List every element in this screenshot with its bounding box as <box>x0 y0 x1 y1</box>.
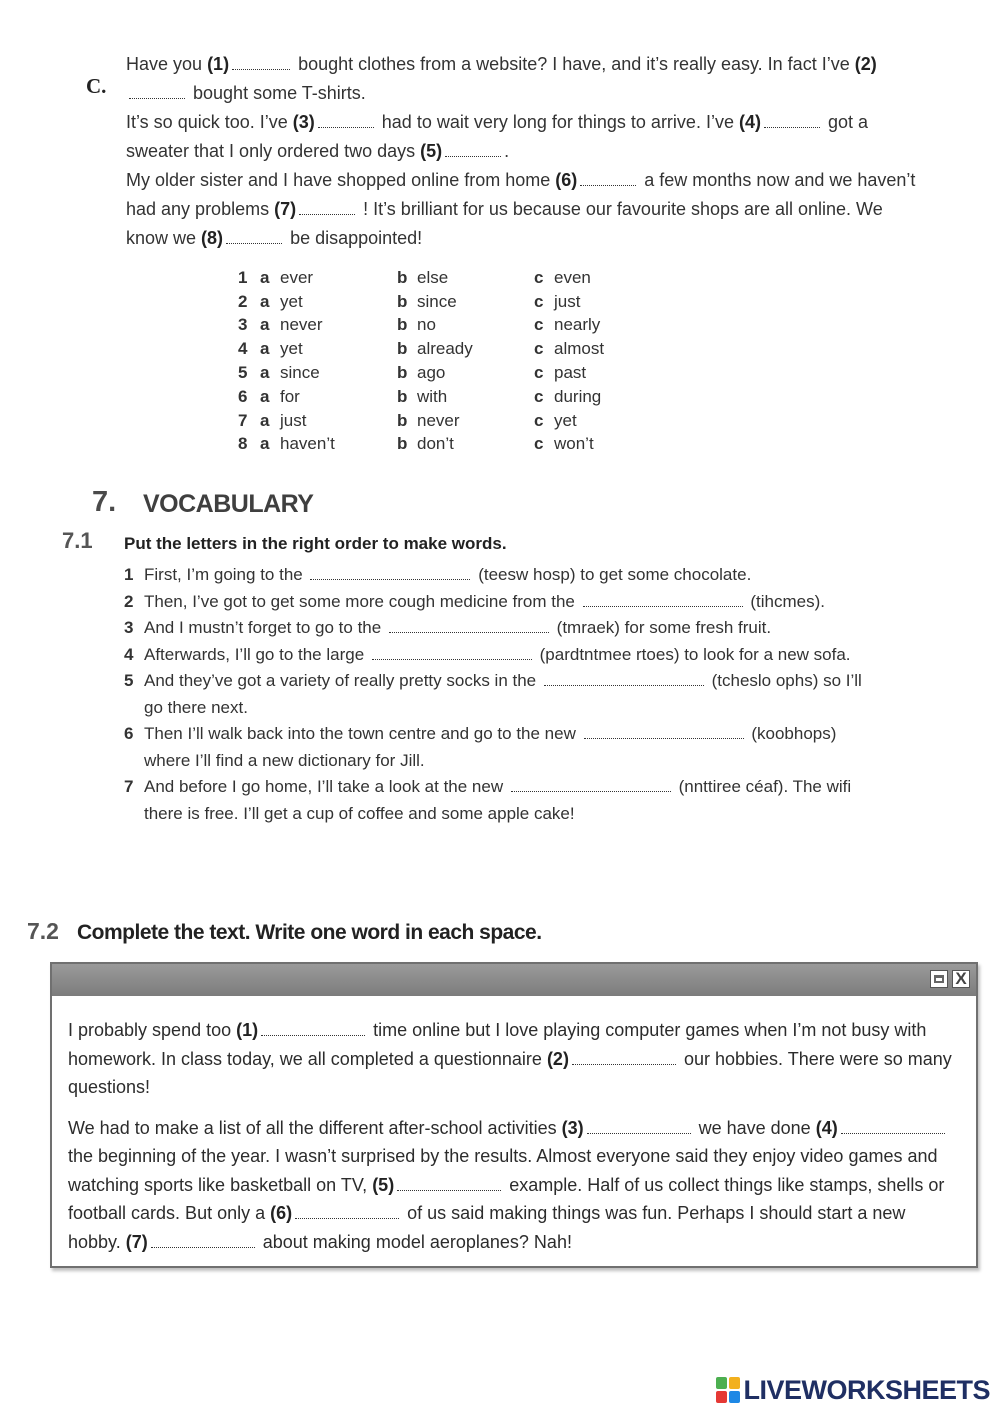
option-number: 1 <box>238 267 248 287</box>
gap-blank-6[interactable] <box>580 171 636 186</box>
text-window <box>50 962 978 1268</box>
text-gap-4[interactable] <box>841 1119 945 1134</box>
options-table <box>238 266 654 456</box>
word-gap[interactable] <box>310 565 470 580</box>
option-letter: c <box>534 410 544 430</box>
item-text-after: (tihcmes). <box>750 591 825 611</box>
word-gap[interactable] <box>372 645 532 660</box>
item-number: 7 <box>124 777 134 796</box>
option-number: 5 <box>238 363 248 383</box>
vocabulary-item <box>124 721 884 774</box>
option-a[interactable]: haven’t <box>280 434 335 454</box>
item-text <box>144 562 884 589</box>
section-c-paragraph-3: My older sister and I have shopped online from home (6) a few months now and we haven’t had any problems (7) ! It’s brilliant for us because our favourite shops are all online. We know we (8) be disappointed! <box>126 170 916 248</box>
option-letter: b <box>397 315 408 335</box>
option-letter: a <box>260 363 270 383</box>
option-b[interactable]: don’t <box>417 434 454 454</box>
item-text-before: Then, I’ve got to get some more cough medicine from the <box>144 591 575 611</box>
window-paragraph-2: We had to make a list of all the different after-school activities (3) we have done (4) the beginning of the year. I wasn’t surprised by the results. Almost everyone said they enjoy video games and watching sports like basketball on TV, (5) example. Half of us collect things like stamps, shells or football cards. But only a (6) of us said making things was fun. Perhaps I should start a new hobby. (7) about making model aeroplanes? Nah! <box>68 1117 945 1252</box>
option-letter: b <box>397 386 408 406</box>
word-gap[interactable] <box>584 724 744 739</box>
option-letter: c <box>534 363 544 383</box>
word-gap[interactable] <box>511 777 671 792</box>
gap-number: (2) <box>546 1048 569 1069</box>
window-paragraph-1: I probably spend too (1) time online but I love playing computer games when I’m not busy with homework. In class today, we all completed a questionnaire (2) our hobbies. There were so many questions! <box>68 1020 952 1097</box>
vocabulary-item <box>124 642 884 669</box>
option-letter: c <box>534 291 544 311</box>
item-text <box>144 589 884 616</box>
item-number: 3 <box>124 618 134 637</box>
window-text <box>68 1016 958 1256</box>
item-number: 1 <box>124 565 134 584</box>
option-a[interactable]: yet <box>280 291 303 311</box>
gap-number: (3) <box>292 112 315 132</box>
option-letter: b <box>397 267 408 287</box>
item-text-after: (nnttiree céaf). The wifi there is free. I’ll get a cup of coffee and some apple cake! <box>144 777 852 823</box>
section-7-title: VOCABULARY <box>143 490 314 518</box>
option-letter: a <box>260 410 270 430</box>
text-gap-7[interactable] <box>151 1233 255 1248</box>
option-b[interactable]: since <box>417 291 457 311</box>
word-gap[interactable] <box>583 592 743 607</box>
option-row <box>238 314 654 338</box>
item-text-after: (teesw hosp) to get some chocolate. <box>478 565 752 584</box>
option-b[interactable]: ago <box>417 363 446 383</box>
option-letter: a <box>260 339 270 359</box>
option-a[interactable]: for <box>280 386 300 406</box>
option-letter: a <box>260 267 270 287</box>
gap-blank-8[interactable] <box>226 229 282 244</box>
option-number: 8 <box>238 434 248 454</box>
option-a[interactable]: never <box>280 315 323 335</box>
vocabulary-item <box>124 562 884 589</box>
option-row <box>238 385 654 409</box>
option-letter: c <box>534 267 544 287</box>
item-text <box>144 668 884 721</box>
option-c[interactable]: won’t <box>554 434 594 454</box>
item-text-before: Afterwards, I’ll go to the large <box>144 644 365 664</box>
section-c-label: C. <box>86 74 107 98</box>
option-number: 3 <box>238 315 248 335</box>
section-7-number: 7. <box>92 486 117 518</box>
option-letter: a <box>260 315 270 335</box>
item-text-after: (tcheslo ophs) so I’ll go there next. <box>144 671 862 717</box>
option-letter: b <box>397 339 408 359</box>
option-c[interactable]: past <box>554 363 587 383</box>
text-gap-2[interactable] <box>572 1050 676 1065</box>
text-gap-6[interactable] <box>295 1204 399 1219</box>
item-text-before: First, I’m going to the <box>144 565 303 584</box>
text-gap-3[interactable] <box>587 1119 691 1134</box>
option-letter: a <box>260 291 270 311</box>
gap-blank-2[interactable] <box>129 84 185 99</box>
gap-number: (8) <box>201 228 224 248</box>
option-letter: b <box>397 363 408 383</box>
logo-icon <box>716 1377 740 1403</box>
vocabulary-item <box>124 668 884 721</box>
gap-number: (4) <box>738 112 761 132</box>
option-letter: b <box>397 434 408 454</box>
item-text <box>144 615 884 642</box>
item-text-before: Then I’ll walk back into the town centre and go to the new <box>144 724 576 743</box>
option-c[interactable]: during <box>554 386 602 406</box>
item-text-after: (tmraek) for some fresh fruit. <box>556 618 772 637</box>
text-gap-1[interactable] <box>261 1021 365 1036</box>
option-c[interactable]: nearly <box>554 315 601 335</box>
text-gap-5[interactable] <box>397 1176 501 1191</box>
item-text-after: (pardtntmee rtoes) to look for a new sofa. <box>539 644 851 664</box>
item-text-before: And they’ve got a variety of really pretty socks in the <box>144 671 537 690</box>
option-a[interactable]: yet <box>280 339 303 359</box>
liveworksheets-logo <box>716 1372 990 1408</box>
option-letter: c <box>534 386 544 406</box>
item-text-before: And before I go home, I’ll take a look at the new <box>144 777 504 796</box>
gap-blank-1[interactable] <box>232 55 290 70</box>
option-c[interactable]: even <box>554 267 591 287</box>
exercise-7-2-number: 7.2 <box>27 918 59 944</box>
vocabulary-item <box>124 615 884 642</box>
option-b[interactable]: already <box>417 339 473 359</box>
option-letter: a <box>260 386 270 406</box>
option-row <box>238 266 654 290</box>
exercise-7-1-number: 7.1 <box>62 528 93 553</box>
option-b[interactable]: never <box>417 410 460 430</box>
gap-blank-4[interactable] <box>764 113 820 128</box>
exercise-7-1-instruction: Put the letters in the right order to make words. <box>124 534 507 553</box>
option-row <box>238 409 654 433</box>
item-number: 6 <box>124 724 134 743</box>
option-c[interactable]: just <box>554 291 581 311</box>
option-row <box>238 290 654 314</box>
item-text-after: (koobhops) where I’ll find a new dictionary for Jill. <box>144 724 837 770</box>
gap-number: (3) <box>561 1117 584 1138</box>
maximize-icon[interactable] <box>930 970 948 988</box>
gap-number: (7) <box>274 199 297 219</box>
word-gap[interactable] <box>389 618 549 633</box>
option-b[interactable]: no <box>417 315 436 335</box>
option-b[interactable]: else <box>417 267 449 287</box>
vocabulary-item <box>124 774 884 827</box>
option-letter: c <box>534 339 544 359</box>
item-text <box>144 774 884 827</box>
gap-number: (1) <box>236 1020 259 1040</box>
item-number: 2 <box>124 591 134 611</box>
gap-blank-7[interactable] <box>299 200 355 215</box>
option-row <box>238 337 654 361</box>
gap-number: (7) <box>125 1231 148 1252</box>
option-number: 7 <box>238 410 248 430</box>
option-row <box>238 433 654 457</box>
option-letter: a <box>260 434 270 454</box>
option-letter: b <box>397 291 408 311</box>
option-letter: b <box>397 410 408 430</box>
item-text <box>144 642 884 669</box>
option-number: 6 <box>238 386 248 406</box>
gap-number: (1) <box>207 54 230 74</box>
option-letter: c <box>534 315 544 335</box>
item-text-before: And I mustn’t forget to go to the <box>144 618 382 637</box>
section-c-paragraph-1: Have you (1) bought clothes from a website? I have, and it’s really easy. In fact I’ve (2) bought some T-shirts. <box>126 54 877 103</box>
item-number: 4 <box>124 644 134 664</box>
vocabulary-item <box>124 589 884 616</box>
option-number: 4 <box>238 339 248 359</box>
window-title-bar <box>52 964 976 996</box>
gap-blank-5[interactable] <box>445 142 501 157</box>
section-c-text <box>126 50 926 253</box>
item-text <box>144 721 884 774</box>
gap-blank-3[interactable] <box>318 113 374 128</box>
option-number: 2 <box>238 291 248 311</box>
gap-number: (5) <box>372 1174 395 1195</box>
gap-number: (4) <box>815 1117 838 1138</box>
word-gap[interactable] <box>544 671 704 686</box>
item-number: 5 <box>124 671 134 690</box>
gap-number: (5) <box>420 141 443 161</box>
option-row <box>238 361 654 385</box>
close-icon[interactable]: X <box>952 970 970 988</box>
logo-text: LIVEWORKSHEETS <box>743 1374 990 1405</box>
option-a[interactable]: since <box>280 363 320 383</box>
option-a[interactable]: ever <box>280 267 314 287</box>
gap-number: (2) <box>854 54 877 74</box>
option-letter: c <box>534 434 544 454</box>
option-c[interactable]: almost <box>554 339 605 359</box>
option-c[interactable]: yet <box>554 410 577 430</box>
option-a[interactable]: just <box>280 410 307 430</box>
section-c-paragraph-2: It’s so quick too. I’ve (3) had to wait very long for things to arrive. I’ve (4) got a sweater that I only ordered two days (5) . <box>126 112 869 161</box>
gap-number: (6) <box>270 1203 293 1223</box>
gap-number: (6) <box>555 170 578 190</box>
option-b[interactable]: with <box>417 386 448 406</box>
exercise-7-2-instruction: Complete the text. Write one word in each space. <box>77 921 542 944</box>
vocabulary-list <box>124 562 884 827</box>
